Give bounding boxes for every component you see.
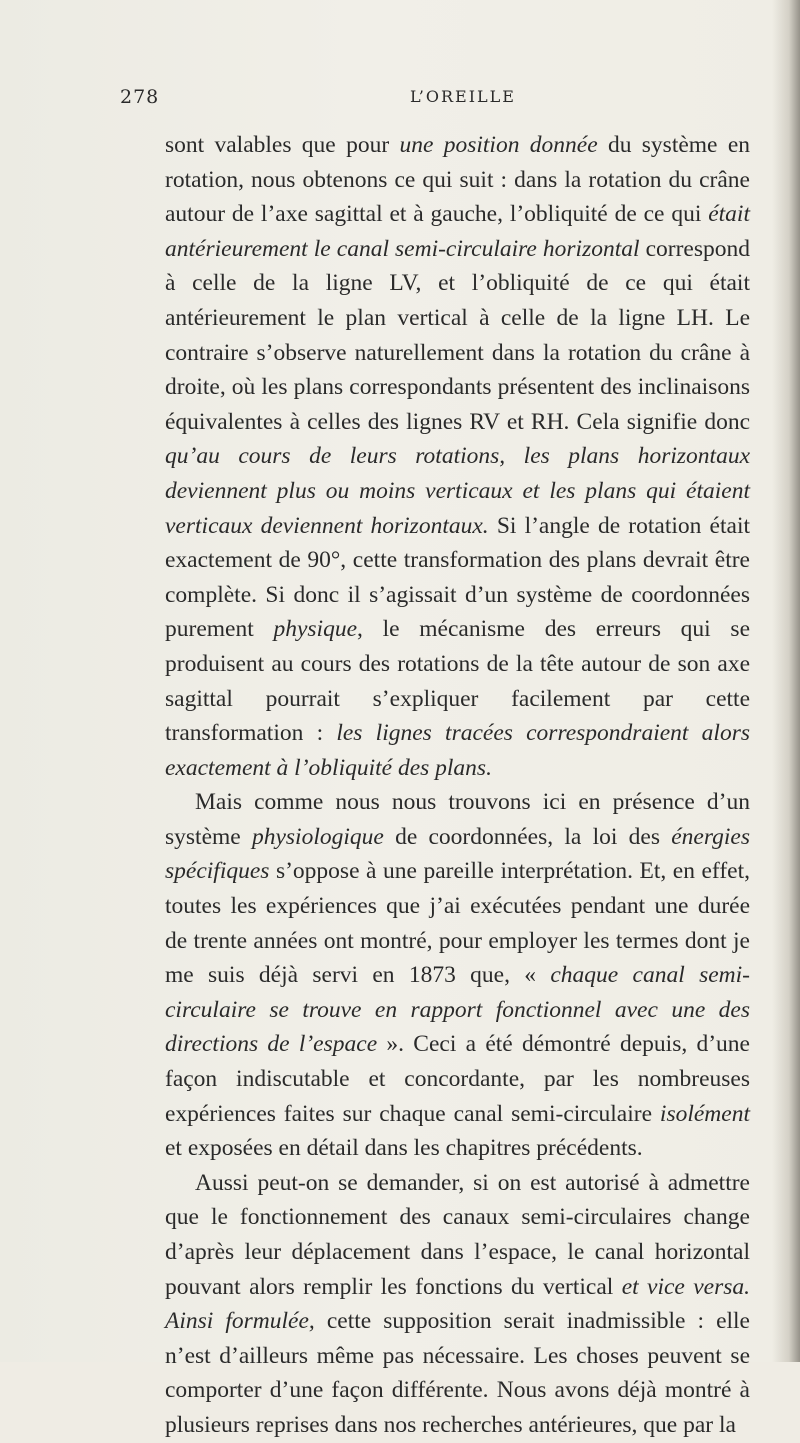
text-run: Mais comme nous nous trouvons ici en présence d’un système [165, 789, 750, 850]
italic-text: isolément [659, 1100, 750, 1127]
paragraph-p1 [165, 128, 750, 785]
body-text [165, 128, 750, 1443]
italic-text: les lignes tracées correspondraient alors exactement à l’obliquité des plans. [165, 720, 750, 781]
text-run: de coordonnées, la loi des [383, 823, 672, 850]
italic-text: énergies spécifiques [165, 823, 750, 885]
page-edge-shadow [772, 0, 800, 1362]
text-run: Si l’angle de rotation était exactement de 90°, cette transformation des plans devrait être complète. Si donc il s’agissait d’un système de coordonnées purement [165, 512, 750, 643]
italic-text: qu’au cours de leurs rotations, les plans horizontaux deviennent plus ou moins verticaux et les plans qui étaient verticaux deviennent horizontaux. [165, 443, 750, 539]
text-run: , le mécanisme des erreurs qui se produisent au cours des rotations de la tête autour de son axe sagittal pourrait s’expliquer facilement par cette transformation : [165, 616, 751, 747]
italic-text: physique [273, 616, 358, 643]
text-run: Aussi peut-on se demander, si on est autorisé à admettre que le fonctionnement des canaux semi-circulaires change d’après leur déplacement dans l’espace, le canal horizontal pouvant alors remplir les fonctions du vertical [165, 1169, 750, 1300]
text-run: ». Ceci a été démontré depuis, d’une façon indiscutable et concordante, par les nombreuses expériences faites sur chaque canal semi-circulaire [165, 1031, 750, 1127]
text-run: cette supposition serait inadmissible : elle n’est d’ailleurs même pas nécessaire. Les choses peuvent se comporter d’une façon différente. Nous avons déjà montré à plusieurs reprises dans nos recherches antérieures, que par la [165, 1308, 750, 1438]
italic-text: une position donnée [399, 132, 598, 158]
italic-text: était antérieurement le canal semi-circulaire horizontal [165, 201, 750, 262]
running-head: L’OREILLE [410, 87, 516, 106]
italic-text: chaque canal semi-circulaire se trouve en rapport fonctionnel avec une des directions de l’espace [165, 962, 750, 1058]
text-run: sont valables que pour [165, 132, 400, 158]
text-run: du système en rotation, nous obtenons ce qui suit : dans la rotation du crâne autour de l’axe sagittal et à gauche, l’obliquité de ce qui [165, 132, 750, 228]
text-run: et exposées en détail dans les chapitres précédents. [165, 1135, 643, 1162]
page-number: 278 [120, 86, 160, 108]
paragraph-p3 [165, 1166, 750, 1443]
italic-text: et vice versa. Ainsi formulée, [165, 1273, 751, 1335]
text-run: s’oppose à une pareille interprétation. Et, en effet, toutes les expériences que j’ai exécutées pendant une durée de trente années ont montré, pour employer les termes dont je me suis déjà servi en 1873 que, « [165, 858, 750, 989]
italic-text: physiologique [251, 823, 384, 850]
page-header [120, 86, 760, 116]
paragraph-p2 [165, 785, 750, 1166]
text-run: correspond à celle de la ligne LV, et l’obliquité de ce qui était antérieurement le plan vertical à celle de la ligne LH. Le contraire s’observe naturellement dans la rotation du crâne à droite, où les plans correspondants présentent des inclinaisons équivalentes à celles des lignes RV et RH. Cela signifie donc [165, 235, 750, 435]
